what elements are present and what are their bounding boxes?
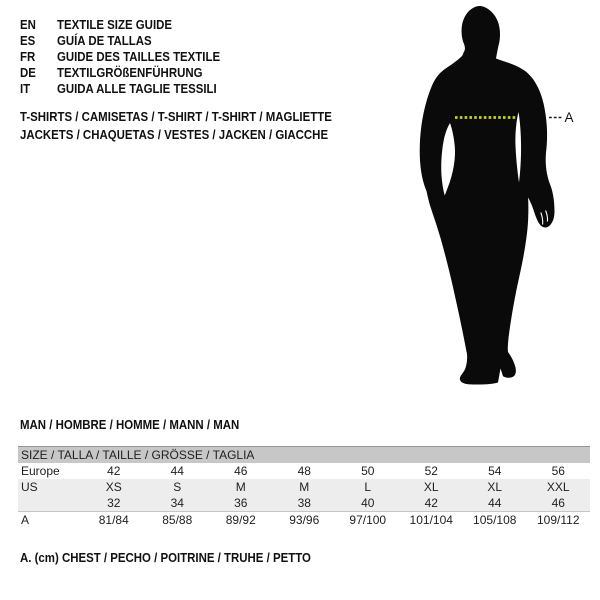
size-row-us [18,479,590,495]
language-code: DE [20,65,36,80]
measure-label-a: A [564,110,574,125]
row-label: A [21,513,30,527]
language-code: EN [20,17,36,32]
table-cell: 81/84 [98,513,129,527]
language-code: ES [20,33,36,48]
table-cell: 42 [424,496,438,510]
size-row-chest-a [18,512,590,528]
table-cell: 93/96 [289,513,320,527]
table-cell: 89/92 [225,513,256,527]
table-cell: XL [487,480,503,494]
table-cell: 50 [361,464,375,478]
table-cell: 85/88 [162,513,193,527]
guide-title: TEXTILE SIZE GUIDE [56,17,173,32]
size-row-numeric [18,495,590,512]
table-cell: 54 [488,464,502,478]
table-cell: 36 [234,496,248,510]
row-label: US [21,480,38,494]
guide-title: GUIDE DES TAILLES TEXTILE [56,49,221,64]
guide-title: TEXTILGRÖßENFÜHRUNG [56,65,203,80]
man-silhouette-figure [400,0,580,400]
size-table-header: SIZE / TALLA / TAILLE / GRÖSSE / TAGLIA [18,446,590,463]
table-cell: 40 [361,496,375,510]
table-cell: XXL [546,480,570,494]
table-cell: 38 [297,496,311,510]
category-line-jackets: JACKETS / CHAQUETAS / VESTES / JACKEN / GIACCHE [20,127,329,142]
table-cell: M [299,480,310,494]
size-table [18,446,590,528]
table-cell: S [173,480,182,494]
language-row [20,65,220,81]
table-cell: 52 [424,464,438,478]
measurement-footnote: A. (cm) CHEST / PECHO / POITRINE / TRUHE / PETTO [20,550,311,565]
language-row [20,49,220,65]
table-cell: 34 [170,496,184,510]
table-cell: XL [423,480,439,494]
table-cell: 109/112 [537,513,580,527]
language-title-block [20,17,220,97]
table-cell: 44 [170,464,184,478]
table-cell: 97/100 [349,513,387,527]
language-row [20,81,220,97]
table-cell: 105/108 [473,513,517,527]
table-cell: 42 [107,464,121,478]
man-silhouette [420,6,555,384]
table-cell: 44 [488,496,502,510]
language-code: IT [20,81,31,96]
section-title-man: MAN / HOMBRE / HOMME / MANN / MAN [20,417,240,432]
table-cell: M [235,480,246,494]
table-cell: 101/104 [409,513,453,527]
table-cell: 48 [297,464,311,478]
table-cell: 32 [107,496,121,510]
category-block [20,108,332,144]
language-row [20,33,220,49]
table-cell: 46 [234,464,248,478]
table-cell: 56 [551,464,565,478]
language-code: FR [20,49,36,64]
language-row [20,17,220,33]
row-label: Europe [21,464,60,478]
category-line-tshirts: T-SHIRTS / CAMISETAS / T-SHIRT / T-SHIRT / MAGLIETTE [20,109,332,124]
guide-title: GUÍA DE TALLAS [56,33,152,48]
table-cell: XS [105,480,122,494]
size-row-europe [18,463,590,479]
row-label [18,495,82,511]
table-cell: 46 [551,496,565,510]
table-cell: L [364,480,372,494]
guide-title: GUIDA ALLE TAGLIE TESSILI [56,81,217,96]
